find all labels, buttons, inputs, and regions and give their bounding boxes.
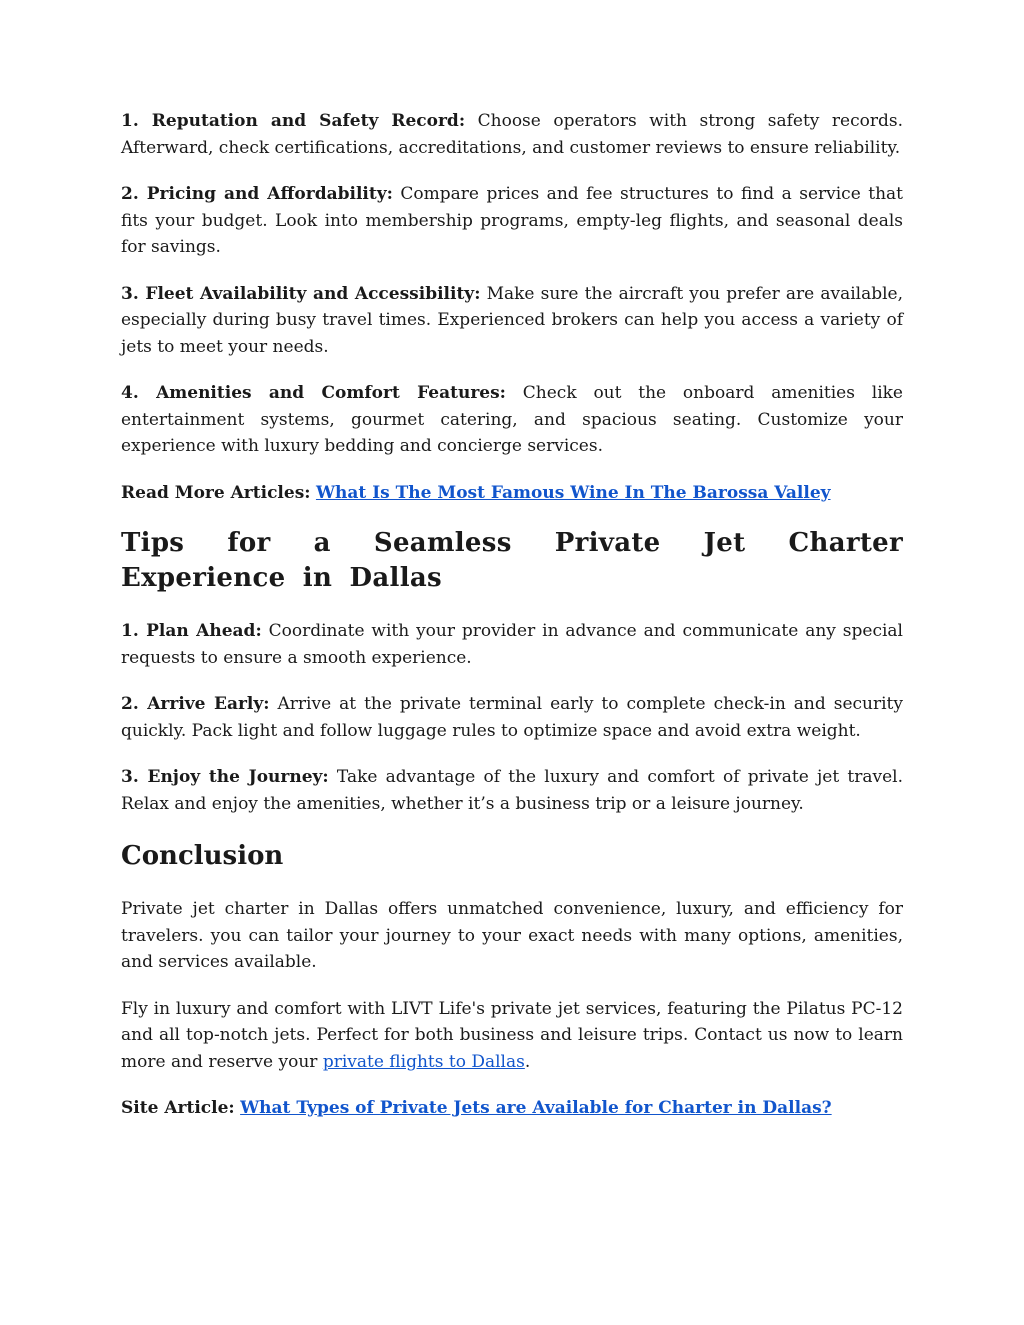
item-label: 3. Fleet Availability and Accessibility: xyxy=(121,283,481,304)
list-item-pricing xyxy=(121,181,903,261)
item-label: 4. Amenities and Comfort Features: xyxy=(121,383,506,403)
item-text: Check out the onboard amenities like entertainment systems, gourmet catering, and spacious seating. Customize your experience with luxury bedding and concierge services. xyxy=(121,383,903,456)
site-article-link[interactable]: What Types of Private Jets are Available for Charter in Dallas? xyxy=(240,1098,832,1118)
tip-label: 2. Arrive Early: xyxy=(121,694,270,714)
item-text: Make sure the aircraft you prefer are available, especially during busy travel times. Experienced brokers can help you access a variety of jets to meet your needs. xyxy=(121,283,903,357)
list-item-reputation xyxy=(121,108,903,161)
item-text: Choose operators with strong safety records. Afterward, check certifications, accreditations, and customer reviews to ensure reliability. xyxy=(121,111,904,158)
site-article-label: Site Article: xyxy=(121,1098,235,1118)
tip-plan-ahead xyxy=(121,618,903,671)
tip-text: Take advantage of the luxury and comfort of private jet travel. Relax and enjoy the amenities, whether it’s a business trip or a leisure journey. xyxy=(121,767,903,814)
list-item-amenities xyxy=(121,380,903,460)
tip-text: Arrive at the private terminal early to complete check-in and security quickly. Pack light and follow luggage rules to optimize space and avoid extra weight. xyxy=(121,694,903,741)
read-more-line xyxy=(121,480,903,507)
item-label: 1. Reputation and Safety Record: xyxy=(121,111,466,131)
paragraph-end: . xyxy=(524,1051,531,1072)
private-flights-link[interactable]: private flights to Dallas xyxy=(322,1051,525,1072)
tips-heading: Tips for a Seamless Private Jet Charter Experience in Dallas xyxy=(121,528,903,593)
tip-text: Coordinate with your provider in advance and communicate any special requests to ensure a smooth experience. xyxy=(121,621,903,668)
list-item-fleet xyxy=(121,281,903,361)
conclusion-paragraph-1: Private jet charter in Dallas offers unmatched convenience, luxury, and efficiency for travelers. you can tailor your journey to your exact needs with many options, amenities, and services available. xyxy=(121,899,903,972)
read-more-link[interactable]: What Is The Most Famous Wine In The Barossa Valley xyxy=(315,482,831,503)
tip-label: 3. Enjoy the Journey: xyxy=(121,767,329,787)
conclusion-paragraph-2 xyxy=(121,996,903,1076)
tip-enjoy-journey xyxy=(121,764,903,817)
document-page xyxy=(121,108,903,1142)
paragraph-text: Fly in luxury and comfort with LIVT Life's private jet services, featuring the Pilatus PC-12 and all top-notch jets. Perfect for both business and leisure trips. Contact us now to learn more and reserve your xyxy=(121,998,903,1072)
tip-arrive-early xyxy=(121,691,903,744)
read-more-label: Read More Articles: xyxy=(121,482,311,503)
tip-label: 1. Plan Ahead: xyxy=(121,621,262,641)
site-article-line xyxy=(121,1095,903,1122)
item-text: Compare prices and fee structures to find a service that fits your budget. Look into membership programs, empty-leg flights, and seasonal deals for savings. xyxy=(121,184,903,257)
conclusion-heading: Conclusion xyxy=(121,841,284,871)
item-label: 2. Pricing and Affordability: xyxy=(121,184,393,204)
